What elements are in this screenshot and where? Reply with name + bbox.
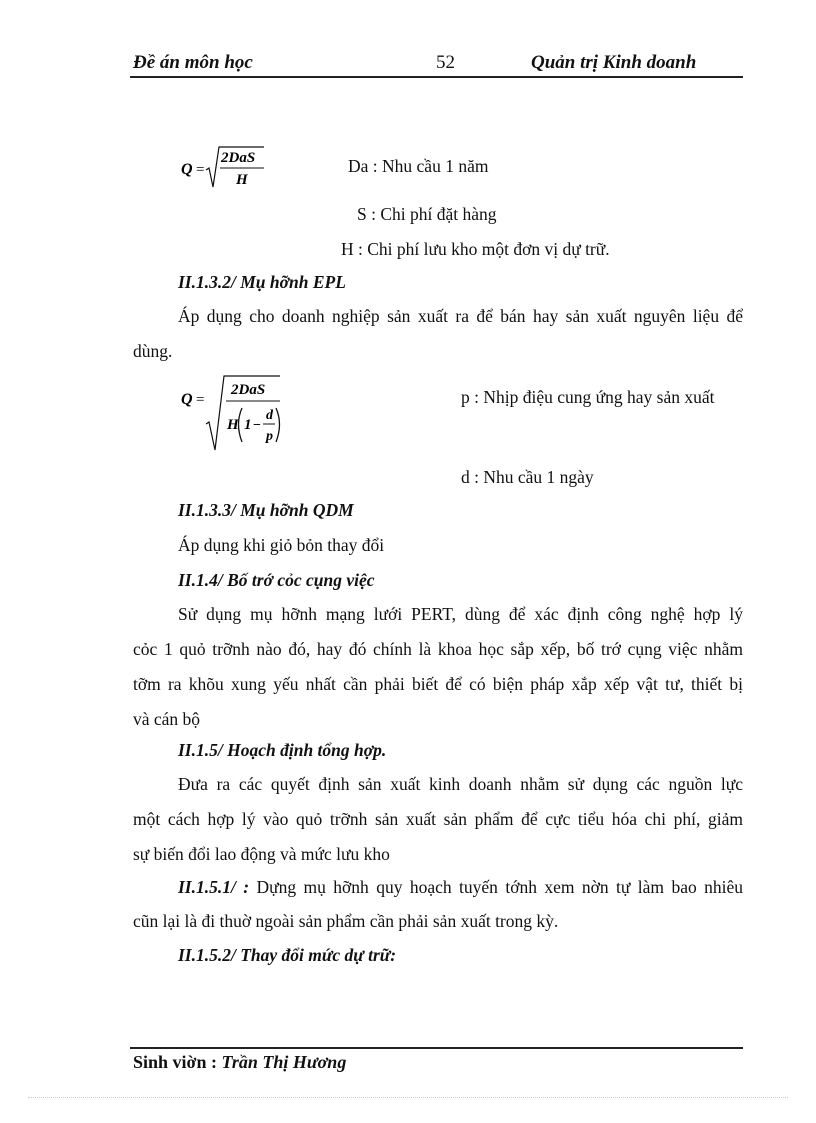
formula-epl-paren-left (239, 408, 243, 442)
bo-tri-line-4: và cán bộ (133, 709, 201, 729)
section-1551-label: II.1.5.1/ : (178, 877, 250, 897)
page-bottom-dotted-line (28, 1097, 788, 1098)
page-number: 52 (436, 52, 455, 73)
formula-eoq-denominator: H (236, 172, 248, 188)
header-course-title: Đề án môn học (133, 52, 253, 73)
formula-epl-denom-p: p (266, 429, 273, 444)
bo-tri-line-2: cỏc 1 quỏ trỡnh nào đó, hay đó chính là khoa học sắp xếp, bố trớ cụng việc nhằm (133, 639, 743, 659)
formula-eoq (178, 143, 278, 193)
epl-paragraph-line-1: Áp dụng cho doanh nghiệp sản xuất ra để bán hay sản xuất nguyên liệu để (178, 306, 743, 326)
formula-epl-lhs: Q (181, 391, 193, 408)
heading-1552: II.1.5.2/ Thay đổi mức dự trữ: (178, 945, 397, 965)
formula-eoq-numerator: 2DaS (221, 150, 256, 166)
epl-legend-d: d : Nhu cầu 1 ngày (461, 467, 594, 487)
eoq-legend-h: H : Chi phí lưu kho một đơn vị dự trữ. (341, 239, 610, 259)
footer-student (133, 1052, 346, 1073)
hoach-dinh-line-2: một cách hợp lý vào quỏ trỡnh sản xuất sản phẩm để cực tiểu hóa chi phí, giảm (133, 809, 743, 829)
formula-eoq-eq: = (196, 162, 205, 178)
formula-epl-paren-right (276, 408, 280, 442)
hoach-dinh-line-1: Đưa ra các quyết định sản xuất kinh doanh nhằm sử dụng các nguồn lực (178, 774, 743, 794)
formula-epl-denom-minus: − (253, 418, 261, 433)
eoq-legend-s: S : Chi phí đặt hàng (357, 204, 497, 224)
epl-legend-p: p : Nhịp điệu cung ứng hay sản xuất (461, 387, 715, 407)
footer-rule (130, 1047, 743, 1049)
formula-epl-denom-h: H (227, 417, 239, 433)
footer-student-label: Sinh viờn : (133, 1052, 218, 1072)
formula-epl (178, 372, 298, 454)
section-1551-line-1 (178, 877, 743, 898)
bo-tri-line-3: tỡm ra khõu xung yếu nhất cần phải biết để có biện pháp xắp xếp vật tư, thiết bị (133, 674, 743, 694)
formula-epl-numerator: 2DaS (231, 382, 266, 398)
section-1551-line-1-text: Dựng mụ hỡnh quy hoạch tuyến tớnh xem nờn tự làm bao nhiêu (256, 877, 743, 897)
heading-qdm: II.1.3.3/ Mụ hỡnh QDM (178, 500, 354, 520)
hoach-dinh-line-3: sự biến đổi lao động và mức lưu kho (133, 844, 390, 864)
eoq-legend-da: Da : Nhu cầu 1 năm (348, 156, 489, 176)
footer-student-name: Trần Thị Hương (221, 1052, 347, 1072)
header-rule (130, 76, 743, 78)
heading-hoach-dinh: II.1.5/ Hoạch định tổng hợp. (178, 740, 387, 760)
formula-epl-denom-one: 1 (244, 417, 252, 433)
formula-epl-denom-d: d (266, 408, 273, 423)
qdm-text: Áp dụng khi giỏ bỏn thay đổi (178, 535, 385, 555)
heading-epl: II.1.3.2/ Mụ hỡnh EPL (178, 272, 346, 292)
formula-epl-eq: = (196, 392, 205, 408)
bo-tri-line-1: Sử dụng mụ hỡnh mạng lưới PERT, dùng để xác định công nghệ hợp lý (178, 604, 743, 624)
formula-eoq-lhs: Q (181, 161, 193, 178)
epl-paragraph-line-2: dùng. (133, 341, 173, 361)
section-1551-line-2: cũn lại là đi thuờ ngoài sản phẩm cần phải sản xuất trong kỳ. (133, 911, 559, 931)
heading-bo-tri: II.1.4/ Bố trớ cỏc cụng việc (178, 570, 375, 590)
header-department: Quản trị Kinh doanh (531, 52, 697, 73)
